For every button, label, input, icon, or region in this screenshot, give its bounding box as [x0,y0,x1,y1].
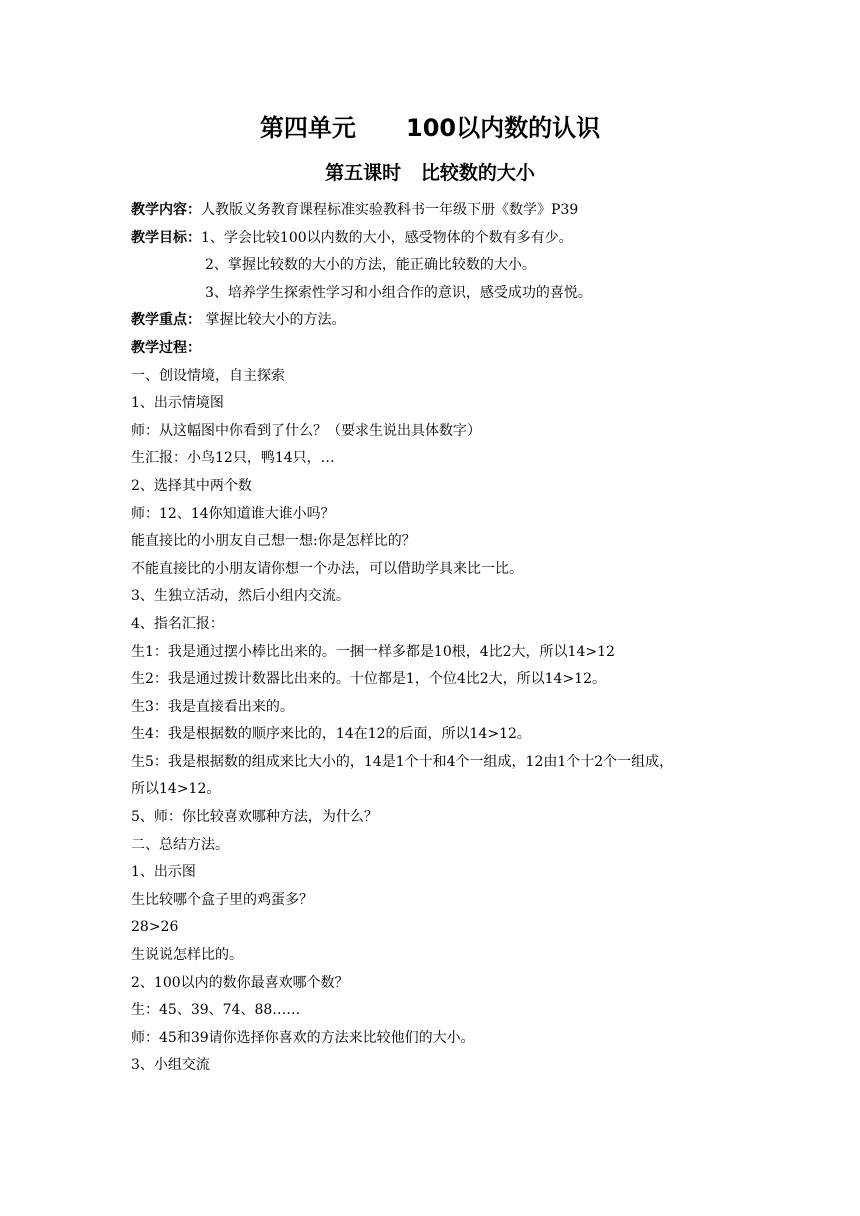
text-line: 2、100以内的数你最喜欢哪个数？ [131,974,349,991]
text-line: 3、生独立活动，然后小组内交流。 [131,588,350,605]
goal-line-1 [131,225,771,253]
text-line: 5、师：你比较喜欢哪种方法，为什么？ [131,809,378,826]
text-line: 生汇报：小鸟12只，鸭14只，… [131,450,335,467]
goal-line-2 [131,252,771,280]
text-line: 生4：我是根据数的顺序来比的，14在12的后面，所以14>12。 [131,726,531,743]
text-line: 1、出示图 [131,864,196,881]
text-line: 一、创设情境，自主探索 [131,367,285,384]
goals-label: 教学目标： [131,229,201,246]
text-line: 生1：我是通过摆小棒比出来的。一捆一样多都是10根，4比2大，所以14>12 [131,643,615,660]
lesson-body [131,197,771,1080]
text-line: 生2：我是通过拨计数器比出来的。十位都是1，个位4比2大，所以14>12。 [131,671,606,688]
text-line: 不能直接比的小朋友请你想一个办法，可以借助学具来比一比。 [131,560,523,577]
process-label: 教学过程： [131,339,201,356]
text-line: 4、指名汇报： [131,615,224,632]
key-point-line [131,307,771,335]
process-line [131,335,771,363]
text-line: 所以14>12。 [131,781,221,798]
content-line [131,197,771,225]
text-line: 师：从这幅图中你看到了什么？（要求生说出具体数字） [131,422,481,439]
text-line: 师：12、14你知道谁大谁小吗？ [131,505,335,522]
content-text: 人教版义务教育课程标准实验教科书一年级下册《数学》P39 [201,202,579,218]
text-line: 生比较哪个盒子里的鸡蛋多？ [131,891,313,908]
text-line: 生：45、39、74、88…… [131,1002,301,1019]
content-label: 教学内容： [131,202,201,218]
lesson-title: 第五课时 比较数的大小 [325,162,535,184]
text-line: 1、出示情境图 [131,395,224,412]
text-line: 师：45和39请你选择你喜欢的方法来比较他们的大小。 [131,1029,475,1046]
text-line: 生5：我是根据数的组成来比大小的，14是1个十和4个一组成，12由1个十2个一组成， [131,753,674,770]
unit-title: 第四单元 100以内数的认识 [259,114,601,142]
text-line: 3、小组交流 [131,1057,210,1074]
text-line: 生3：我是直接看出来的。 [131,698,294,715]
key-point-text: 掌握比较大小的方法。 [201,312,346,329]
goal-item: 1、学会比较100以内数的大小，感受物体的个数有多有少。 [201,229,573,246]
goal-item: 2、掌握比较数的大小的方法，能正确比较数的大小。 [205,257,536,274]
text-line: 二、总结方法。 [131,836,229,853]
goal-item: 3、培养学生探索性学习和小组合作的意识，感受成功的喜悦。 [205,284,592,301]
text-line: 生说说怎样比的。 [131,947,243,964]
goal-line-3 [131,280,771,308]
key-point-label: 教学重点： [131,312,201,329]
text-line: 2、选择其中两个数 [131,477,252,494]
text-line: 能直接比的小朋友自己想一想:你是怎样比的？ [131,533,416,550]
text-line: 28>26 [131,919,179,936]
